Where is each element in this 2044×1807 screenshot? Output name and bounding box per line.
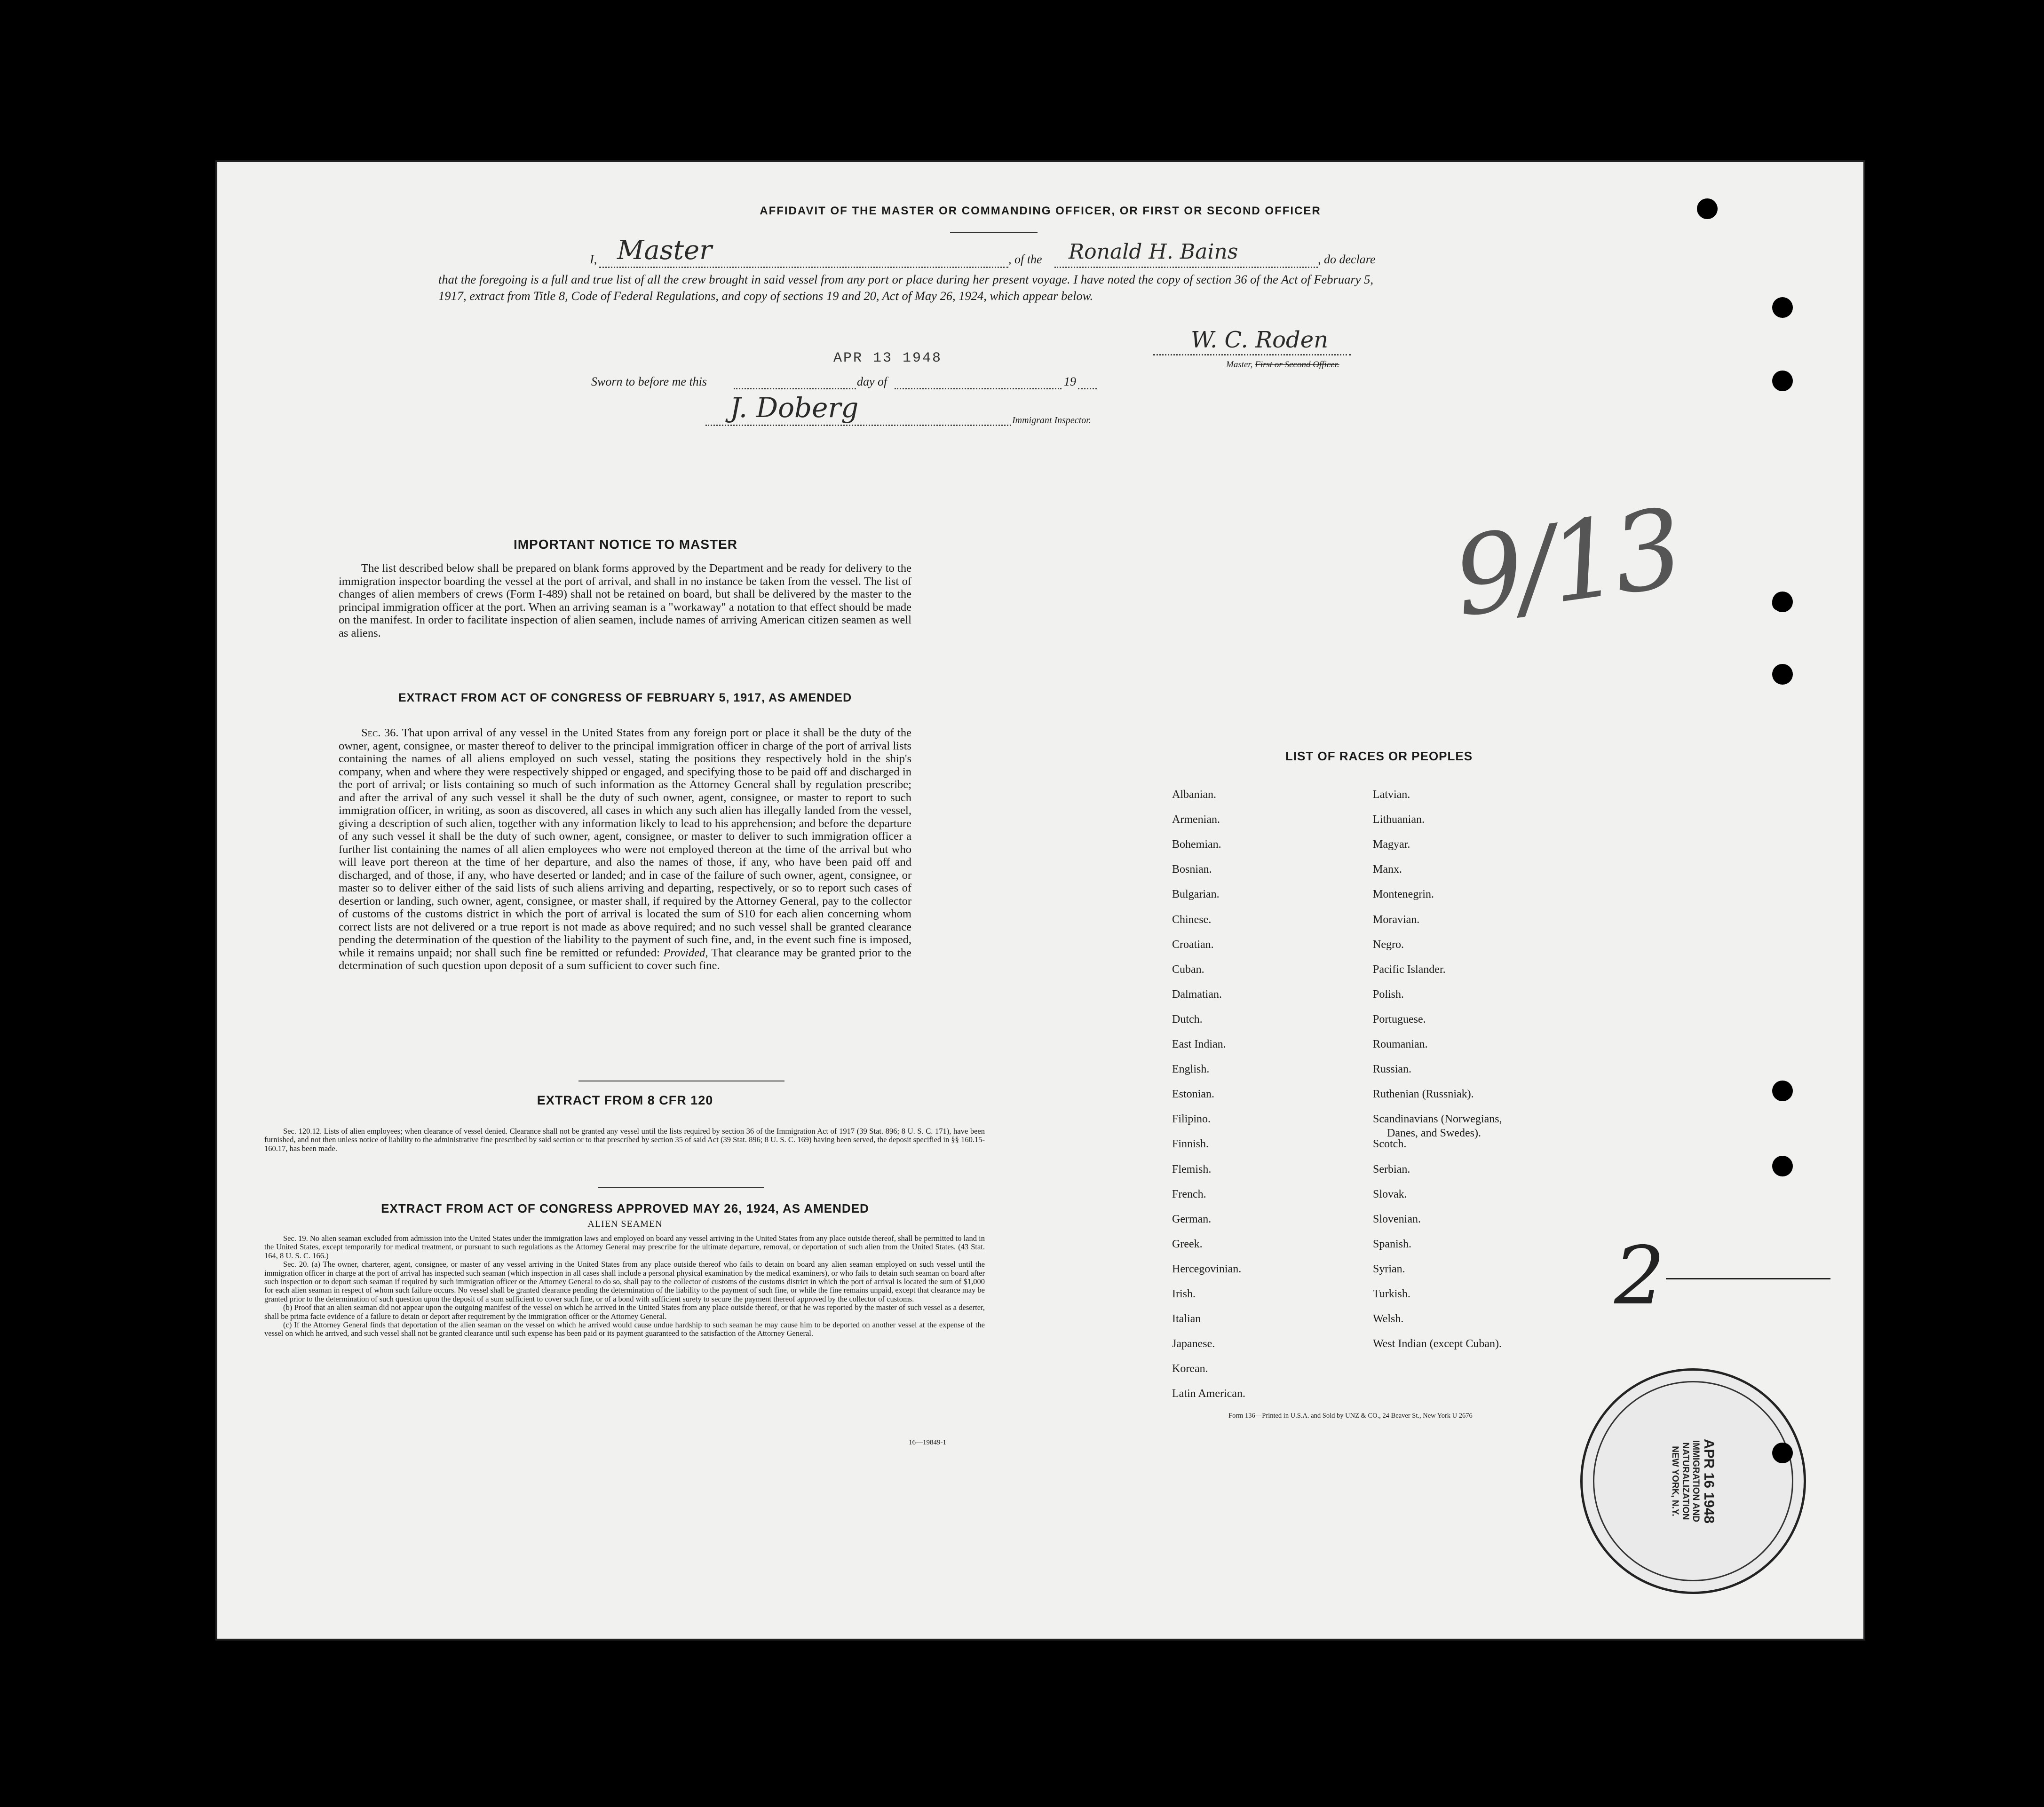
binder-hole [1772,1443,1793,1463]
extract-1917-body [339,726,911,972]
race-item: Pacific Islander. [1373,963,1446,976]
binder-hole [1772,1081,1793,1101]
master-caption-label: Master, [1226,360,1253,370]
document-page [217,162,1863,1639]
races-title: LIST OF RACES OR PEOPLES [1285,749,1473,763]
vessel-name-handwritten: Ronald H. Bains [1069,240,1238,264]
race-item: Moravian. [1373,913,1420,926]
notice-title [217,537,748,552]
printer-line: Form 136—Printed in U.S.A. and Sold by UNZ & CO., 24 Beaver St., New York U 2676 [1228,1412,1473,1420]
form-number: 16—19849-1 [909,1439,946,1446]
master-caption-struck: First or Second Officer. [1255,360,1339,370]
race-item: Bosnian. [1172,863,1212,876]
sworn-month-line [895,388,1062,389]
race-item: Manx. [1373,863,1402,876]
race-item: Danes, and Swedes). [1387,1127,1481,1140]
binder-hole-shadow [1772,597,1786,611]
race-item: Bohemian. [1172,838,1221,851]
date-stamp: APR 13 1948 [833,350,943,366]
handwritten-mark: 2 [1614,1230,1665,1323]
binder-hole [1697,198,1718,219]
race-item: Russian. [1373,1063,1412,1076]
affidavit-line1-prefix: I, [590,253,597,266]
race-item: Finnish. [1172,1138,1209,1151]
binder-hole [1772,371,1793,391]
stamp-date: APR 16 1948 [1701,1438,1717,1524]
sec-36-label: Sec. 36. [361,726,399,739]
proviso-label: Provided, [663,946,708,959]
inspector-caption: Immigrant Inspector. [1012,415,1091,426]
race-item: Korean. [1172,1363,1208,1375]
sec-19-text: Sec. 19. No alien seaman excluded from admission into the United States under the immigration laws and employed on board any vessel arriving in the United States from any place outside thereof, shall be permitted to land in the United States, except temporarily for medical treatment, or pursuant to such regulations as the Attorney General may prescribe for the ultimate departure, removal, or deportation of such alien from the United States. (43 Stat. 164, 8 U. S. C. 166.) [264,1234,985,1260]
race-item: Syrian. [1373,1263,1405,1275]
race-item: Serbian. [1373,1163,1410,1176]
stamp-text-block [1630,1427,1757,1535]
race-item: Slovak. [1373,1188,1407,1200]
affidavit-line1-suffix: , do declare [1318,253,1376,266]
race-item: Japanese. [1172,1338,1215,1350]
sworn-label: Sworn to before me this [591,375,707,388]
affidavit-title: AFFIDAVIT OF THE MASTER OR COMMANDING OFFICER, OR FIRST OR SECOND OFFICER [760,205,1321,217]
race-item: Roumanian. [1373,1038,1428,1050]
binder-hole [1772,664,1793,685]
race-item: Slovenian. [1373,1213,1421,1225]
sec-20a-text: Sec. 20. (a) The owner, charterer, agent, consignee, or master of any vessel arriving in the United States from any place outside thereof who fails to detain on board any alien seaman employed on such vessel until the immigration officer in charge at the port of arrival has inspected such seaman (which inspection in all cases shall include a personal physical examination by the medical examiners), or who fails to detain such seaman on board after such inspection or to deport such seaman if required by such immigration officer or the Attorney General to do so, shall pay to the collector of customs of the customs district in which the port of arrival is located the sum of $1,000 for each alien seaman in respect of whom such failure occurs. No vessel shall be granted clearance pending the determination of the liability to the payment of such fine, or while the fine remains unpaid, except that clearance may be granted prior to the determination of such question upon the deposit of a sum sufficient to cover such fine, or of a bond with sufficient surety to secure the payment thereof approved by the collector of customs. [264,1260,985,1303]
race-item: Italian [1172,1313,1201,1326]
binder-hole [1772,1156,1793,1176]
race-item: Estonian. [1172,1088,1214,1101]
extract-1924-rule [598,1187,764,1188]
stamp-line4: NEW YORK, N.Y. [1670,1446,1680,1516]
race-item: Albanian. [1172,789,1216,801]
cfr-text: Sec. 120.12. Lists of alien employees; when clearance of vessel denied. Clearance shall not be granted any vessel until the lists required by section 36 of the Immigration Act of 1917 (39 Stat. 896; 8 U. S. C. 171), have been furnished, and not then unless notice of liability to the administrative fine prescribed by said section or to that prescribed by section 35 of said Act (39 Stat. 896; 8 U. S. C. 169) having been served, the deposit specified in §§ 160.15-160.17, has been made. [264,1127,985,1153]
binder-hole [1772,297,1793,318]
race-item: Portuguese. [1373,1013,1426,1026]
affidavit-line1-mid: , of the [1008,253,1042,266]
sec-20b-text: (b) Proof that an alien seaman did not appear upon the outgoing manifest of the vessel on which he arrived in the United States from any place outside thereof, or that he was reported by the master of such vessel as a deserter, shall be prima facie evidence of a failure to detain or deport after requirement by the immigration officer or the Attorney General. [264,1303,985,1321]
race-item: Cuban. [1172,963,1204,976]
master-caption [1226,360,1339,370]
race-item: Flemish. [1172,1163,1212,1176]
inspector-signature-line [705,425,1011,426]
extract-1924-body [264,1234,985,1338]
race-item: Turkish. [1373,1288,1410,1300]
race-item: East Indian. [1172,1038,1226,1050]
race-item: Filipino. [1172,1113,1211,1126]
race-item: Spanish. [1373,1238,1412,1250]
race-item: French. [1172,1188,1206,1200]
extract-1924-title: EXTRACT FROM ACT OF CONGRESS APPROVED MAY 26, 1924, AS AMENDED [381,1201,869,1215]
day-of-label: day of [857,375,887,388]
race-item: Polish. [1373,988,1404,1001]
notice-text: The list described below shall be prepared on blank forms approved by the Department and be ready for delivery to the immigration inspector boarding the vessel at the port of arrival, and shall in no instance be taken from the vessel. The list of changes of alien members of crews (Form I-489) shall not be retained on board, but shall be delivered by the master to the principal immigration officer at the port. When an arriving seaman is a "workaway" a notation to that effect should be made on the manifest. In order to facilitate inspection of alien seamen, include names of arriving American citizen seamen as well as aliens. [339,562,911,639]
race-item: Lithuanian. [1373,813,1425,826]
cfr-title: EXTRACT FROM 8 CFR 120 [537,1093,713,1107]
race-item: Montenegrin. [1373,888,1434,901]
race-item: Scotch. [1373,1138,1407,1151]
inspector-signature: J. Doberg [730,392,859,424]
extract-1917-title: EXTRACT FROM ACT OF CONGRESS OF FEBRUARY 5, 1917, AS AMENDED [398,691,852,704]
sworn-year-line [1078,388,1097,389]
race-item: Negro. [1373,938,1404,951]
officer-handwritten: Master [617,235,712,266]
race-item: Chinese. [1172,913,1212,926]
race-item: Irish. [1172,1288,1196,1300]
race-item: German. [1172,1213,1212,1225]
title-underline [950,232,1038,233]
race-item: Armenian. [1172,813,1220,826]
master-signature-line [1153,354,1351,355]
sworn-day-line [734,388,856,389]
race-item: Dalmatian. [1172,988,1222,1001]
race-item: Latin American. [1172,1388,1245,1400]
race-item: English. [1172,1063,1210,1076]
race-item: Ruthenian (Russniak). [1373,1088,1474,1101]
race-item: Dutch. [1172,1013,1203,1026]
race-item: Latvian. [1373,789,1410,801]
race-item: Bulgarian. [1172,888,1220,901]
extract-1924-subtitle: ALIEN SEAMEN [587,1219,663,1229]
receipt-stamp [1580,1368,1806,1594]
race-item: Croatian. [1172,938,1214,951]
notice-title-text: IMPORTANT NOTICE TO MASTER [513,537,738,552]
affidavit-declaration: that the foregoing is a full and true list of all the crew brought in said vessel from any port or place during her present voyage. I have noted the copy of section 36 of the Act of February 5, 1917, extract from Title 8, Code of Federal Regulations, and copy of sections 19 and 20, Act of May 26, 1924, which appear below. [438,272,1373,303]
handwritten-mark-stroke [1666,1278,1830,1279]
race-item: Hercegovinian. [1172,1263,1242,1275]
sec-36-text: That upon arrival of any vessel in the United States from any foreign port or place it shall be the duty of the owner, agent, consignee, or master thereof to deliver to the principal immigration officer in charge of the port of arrival lists containing the names of all aliens employed on such vessel, stating the positions they respectively hold in the ship's company, when and where they were respectively shipped or engaged, and specifying those to be paid off and discharged in the port of arrival; or lists containing so much of such information as the Attorney General shall by regulation prescribe; and after the arrival of any such vessel it shall be the duty of such owner, agent, consignee, or master to report to such immigration officer, in writing, as soon as discovered, all cases in which any such alien has illegally landed from the vessel, giving a description of such alien, together with any information likely to lead to his apprehension; and before the departure of any such vessel it shall be the duty of such owner, agent, consignee, or master to deliver to such immigration officer a further list containing the names of all alien employees who were not employed thereon at the time of the arrival but who will leave port thereon at the time of her departure, and also the names of those, if any, who have been paid off and discharged, and of those, if any, who have deserted or landed; and in case of the failure of such owner, agent, consignee, or master so to deliver either of the said lists of such aliens arriving and departing, respectively, or so to report such cases of desertion or landing, such owner, agent, consignee, or master shall, if required by the Attorney General, pay to the collector of customs of the customs district in which the port of arrival is located the sum of $10 for each alien concerning whom correct lists are not delivered or a true report is not made as above required; and no such vessel shall be granted clearance pending the determination of the question of the liability to the payment of such fine, and, in the event such fine is imposed, while it remains unpaid; nor shall such fine be remitted or refunded: [339,726,911,959]
master-signature: W. C. Roden [1191,327,1329,353]
race-item: West Indian (except Cuban). [1373,1338,1502,1350]
proviso-text: That clearance may be granted prior to the determination of such question upon deposit of a sum sufficient to cover such fine. [339,946,911,972]
vessel-blank-line [1054,267,1318,268]
sec-20c-text: (c) If the Attorney General finds that deportation of the alien seaman on the vessel on which he arrived would cause undue hardship to such seaman he may cause him to be deported on another vessel at the expense of the vessel on which he arrived, and such vessel shall not be granted clearance until such expense has been paid or its payment guaranteed to the satisfaction of the Attorney General. [264,1320,985,1338]
officer-blank-line [599,267,1008,268]
handwritten-number: 9/13 [1446,486,1686,641]
race-item: Welsh. [1373,1313,1404,1326]
stamp-line3: NATURALIZATION [1680,1442,1690,1520]
race-item: Greek. [1172,1238,1203,1250]
stamp-line2: IMMIGRATION AND [1691,1440,1701,1523]
race-item: Magyar. [1373,838,1410,851]
race-item: Scandinavians (Norwegians, [1373,1113,1502,1126]
year-label: 19 [1064,375,1076,388]
